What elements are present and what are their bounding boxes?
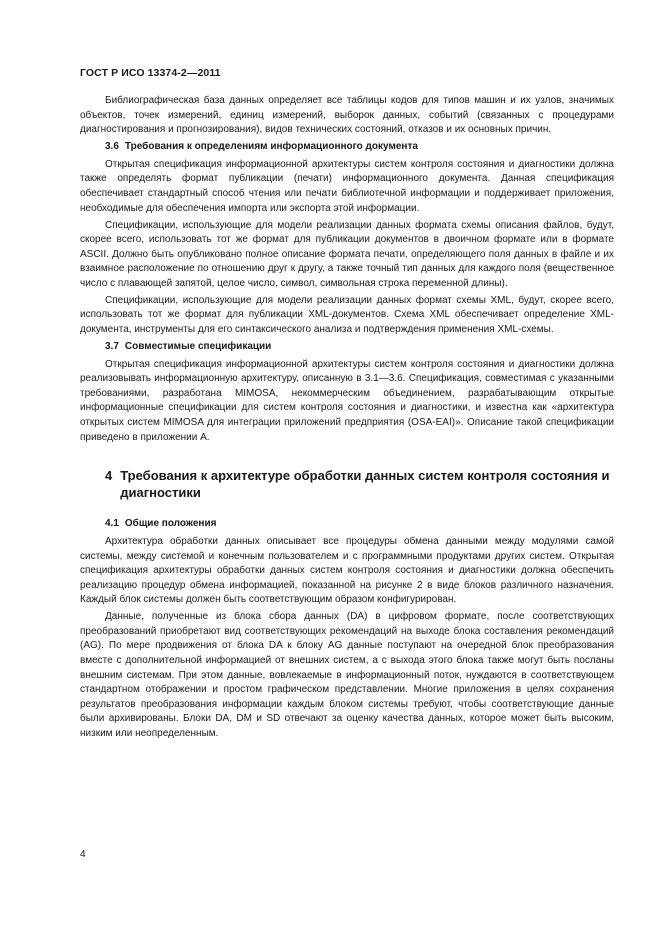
subsection-title: Требования к определениям информационного документа xyxy=(124,141,418,153)
subsection-title: Совместимые спецификации xyxy=(124,340,272,352)
section-title: Требования к архитектуре обработки данных систем контроля состояния и диагностики xyxy=(120,468,610,501)
subsection-number: 3.7 xyxy=(105,340,119,352)
section-number: 4 xyxy=(105,468,113,484)
document-header: ГОСТ Р ИСО 13374-2—2011 xyxy=(80,67,221,79)
subsection-title: Общие положения xyxy=(124,518,217,530)
paragraph-data-architecture: Архитектура обработки данных описывает все процедуры обмена данными между модулями самой системы, между системой и конечным пользователем и с программными продуктами других систем. Открытая спецификация архитектуры обработки данных систем контроля состояния и диагностики должна обеспечить реализацию процедур обмена информацией, показанной на рисунке 2 в виде блоков различного назначения. Каждый блок системы должен быть соответствующим образом конфигурирован. xyxy=(80,536,614,606)
subsection-heading-3-7 xyxy=(105,340,614,355)
paragraph-data-flow: Данные, полученные из блока сбора данных (DA) в цифровом формате, после соответствующих преобразований приобретают вид соответствующих рекомендаций на выходе блока составления рекомендаций (AG). По мере продвижения от блока DA к блоку AG данные поступают на очередной блок преобразования вместе с дополнительной информацией от внешних систем, а с выхода этого блока также могут быть посланы внешним системам. При этом данные, вовлекаемые в информационный поток, нуждаются в соответствующем стандартном отображении и простом графическом представлении. Многие приложения в целях сохранения результатов преобразования информации каждым блоком системы требуют, чтобы соответствующие данные были архивированы. Блоки DA, DM и SD отвечают за оценку качества данных, которое может быть высоким, низким или неопределенным. xyxy=(80,611,614,740)
subsection-heading-4-1 xyxy=(105,517,614,532)
page-number: 4 xyxy=(80,849,86,860)
document-body xyxy=(80,94,614,744)
subsection-heading-3-6 xyxy=(105,140,614,155)
paragraph-publication-format: Открытая спецификация информационной архитектуры систем контроля состояния и диагностики должна также определять формат публикации (печати) информационного документа. Данная спецификация обеспечивает стандартный способ чтения или печати библиотечной информации и поддерживает приложения, необходимые для обеспечения импорта или экспорта этой информации. xyxy=(80,158,614,214)
subsection-number: 4.1 xyxy=(105,518,119,530)
subsection-number: 3.6 xyxy=(105,141,119,153)
paragraph-file-format-specs: Спецификации, использующие для модели реализации данных формата схемы описания файлов, будут, скорее всего, использовать тот же формат для публикации документов в двоичном формате или в формате ASCII. Должно быть опубликовано полное описание формата печати, определяющего поля данных в файле и их взаимное расположение по отношению друг к другу, а также точный тип данных для каждого поля (вещественное число с плавающей запятой, целое число, символ, символьная строка переменной длины). xyxy=(80,219,614,289)
paragraph-bibliographic-database: Библиографическая база данных определяет все таблицы кодов для типов машин и их узлов, значимых объектов, точек измерений, единиц измерений, выборок данных, событий (связанных с процедурами диагностирования и прогнозирования), видов технических состояний, отказов и их основных причин. xyxy=(80,95,614,136)
paragraph-xml-specs: Спецификации, использующие для модели реализации данных формат схемы XML, будут, скорее всего, использовать тот же формат для публикации XML-документов. Схема XML обеспечивает определение XML-документа, инструменты для его синтаксического анализа и подтверждения применения XML-схемы. xyxy=(80,294,614,335)
section-heading-4 xyxy=(105,467,614,501)
paragraph-compatible-specs: Открытая спецификация информационной архитектуры систем контроля состояния и диагностики должна реализовывать информационную архитектуру, описанную в 3.1—3.6. Спецификация, совместимая с указанными требованиями, разработана MIMOSA, некоммерческим объединением, разрабатывающим открытые информационные спецификации для систем контроля состояния и диагностики, и известна как «архитектура открытых систем MIMOSA для интеграции приложений предприятия (OSA-EAI)». Описание такой спецификации приведено в приложении А. xyxy=(80,358,614,443)
